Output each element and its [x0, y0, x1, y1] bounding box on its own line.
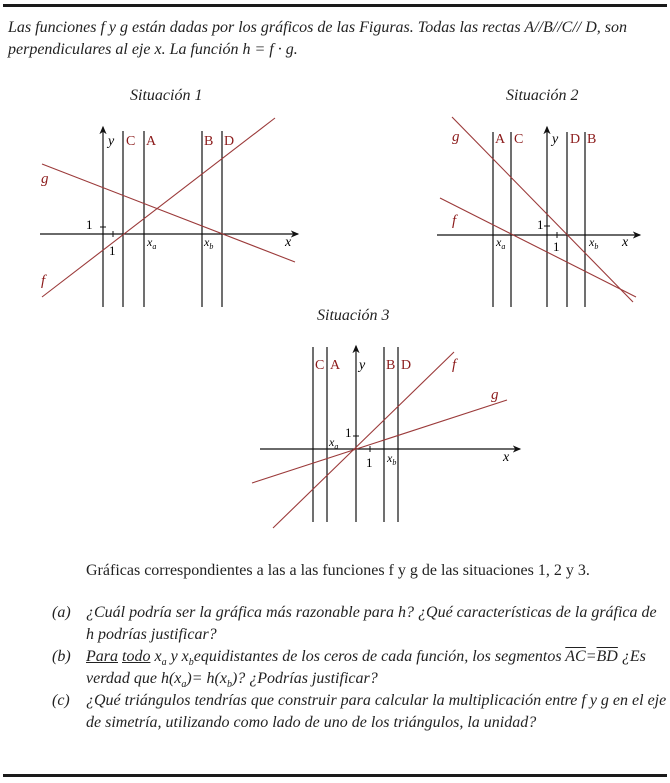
label-B: B: [204, 134, 214, 149]
label-A: A: [495, 132, 506, 147]
question-b-text: [86, 646, 668, 690]
bottom-rule: [3, 774, 667, 777]
label-C: C: [315, 358, 325, 373]
text: x: [150, 648, 162, 665]
function-g: [452, 117, 633, 302]
label-y: y: [552, 132, 559, 147]
label-g: g: [452, 129, 460, 145]
question-c: [52, 690, 668, 734]
segment-ac: $\overline{AC}$: [565, 648, 586, 665]
label-x: x: [503, 450, 510, 465]
text: equidistantes de los ceros de cada función, los segmentos: [193, 648, 566, 665]
situation-3-graph: [252, 346, 520, 528]
subscript: b: [188, 657, 194, 669]
label-f: f: [452, 357, 457, 373]
question-b: [52, 646, 668, 690]
label-D: D: [224, 134, 235, 149]
function-g: [252, 400, 507, 483]
subscript: b: [226, 679, 232, 691]
label-xa: $x_a$: [329, 435, 339, 451]
label-A: A: [146, 134, 157, 149]
label-B: B: [386, 358, 396, 373]
function-g: [42, 164, 295, 262]
question-a: [52, 602, 668, 646]
label-A: A: [330, 358, 341, 373]
situation-2-title: Situación 2: [506, 87, 579, 104]
label-f: f: [41, 273, 46, 289]
text: )= h(x: [186, 670, 227, 687]
text: =: [585, 648, 597, 665]
intro-text: Las funciones f y g están dadas por los gráficos de las Figuras. Todas las rectas A//B//C// D, son perpendiculares al eje x. La función h = f · g.: [8, 19, 627, 58]
label-C: C: [126, 134, 136, 149]
label-y: y: [108, 134, 115, 149]
subscript: a: [161, 657, 167, 669]
label-x-one: 1: [109, 243, 116, 258]
label-y-one: 1: [86, 217, 93, 232]
segment-bd: $\overline{BD}$: [596, 648, 618, 665]
text: )? ¿Podrías justificar?: [231, 670, 378, 687]
situation-2-graph: [437, 117, 640, 307]
question-a-text: ¿Cuál podría ser la gráfica más razonable para h? ¿Qué características de la gráfica de h podrías justificar?: [86, 604, 657, 643]
underlined-todo: todo: [122, 648, 151, 665]
question-c-text: ¿Qué triángulos tendrías que construir para calcular la multiplicación entre f y g en el eje de simetría, utilizando como lado de uno de los triángulos, la unidad?: [86, 692, 667, 731]
label-g: g: [41, 171, 49, 187]
text: y x: [166, 648, 189, 665]
situation-1-graph: [40, 118, 298, 307]
label-f: f: [452, 213, 457, 229]
label-xb: $x_b$: [204, 235, 214, 251]
label-D: D: [570, 132, 581, 147]
text-flow: [0, 560, 670, 734]
function-f: [42, 118, 275, 297]
label-x: x: [622, 235, 629, 250]
label-x: x: [285, 235, 292, 250]
situation-1-title: Situación 1: [130, 87, 203, 104]
label-x-one: 1: [366, 455, 373, 470]
label-xa: $x_a$: [496, 235, 506, 251]
function-f: [273, 352, 454, 528]
label-x-one: 1: [553, 239, 560, 254]
label-y-one: 1: [537, 217, 544, 232]
figure-caption: Gráficas correspondientes a las a las funciones f y g de las situaciones 1, 2 y 3.: [86, 562, 590, 579]
question-c-label: (c): [52, 692, 70, 709]
text: ¿Es verdad que h(x: [86, 648, 646, 687]
label-B: B: [587, 132, 597, 147]
label-y: y: [359, 358, 366, 373]
question-a-label: (a): [52, 604, 71, 621]
subscript: a: [181, 679, 187, 691]
label-xb: $x_b$: [387, 451, 397, 467]
label-C: C: [514, 132, 524, 147]
label-xb: $x_b$: [589, 235, 599, 251]
situation-3-title: Situación 3: [317, 307, 390, 324]
label-y-one: 1: [345, 425, 352, 440]
label-xa: $x_a$: [147, 235, 157, 251]
label-g: g: [491, 387, 499, 403]
label-D: D: [401, 358, 412, 373]
function-f: [440, 198, 636, 297]
underlined-para: Para: [86, 648, 118, 665]
question-b-label: (b): [52, 648, 71, 665]
